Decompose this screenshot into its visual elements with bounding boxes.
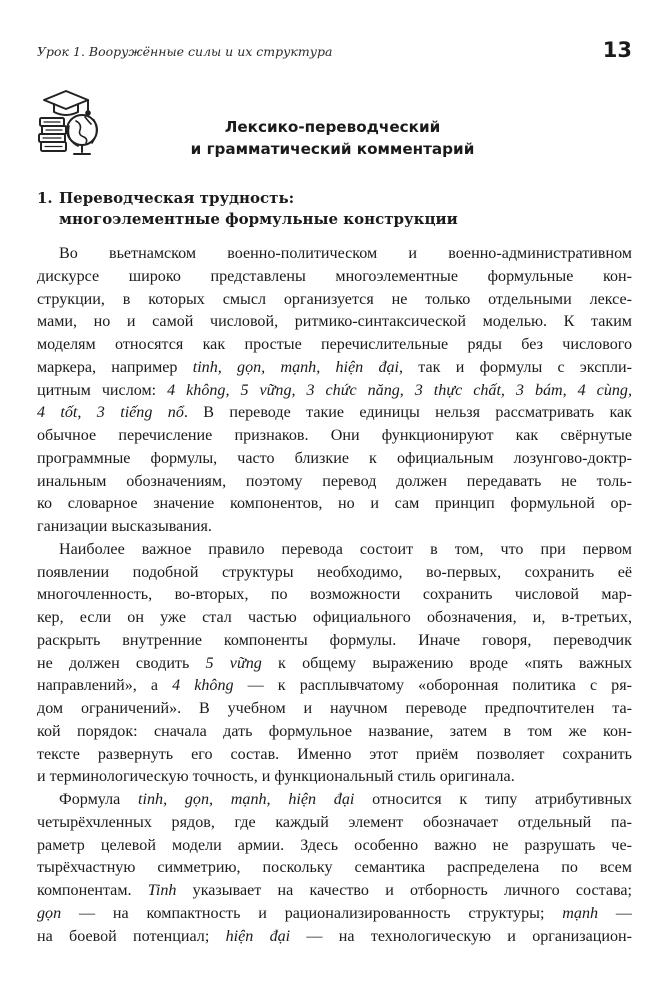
text-line: [37, 789, 632, 812]
text-run: Формула: [59, 791, 139, 808]
text-line: раметр целевой модели армии. Здесь особенно важно не разрушать че-: [37, 836, 632, 854]
text-run: . В переводе такие единицы нельзя рассматривать как: [183, 404, 632, 422]
text-line: [37, 653, 632, 676]
text-line: программные формулы, часто близкие к официальным лозунгово-доктр-: [37, 449, 632, 467]
text-line: кой порядок: сначала дать формульное название, затем в том же кон-: [37, 722, 632, 740]
text-line: инальным обозначениям, поэтому перевод должен передавать не толь-: [37, 472, 632, 490]
running-head: Урок 1. Вооружённые силы и их структура: [37, 44, 333, 59]
vietnamese-term: 4 không: [172, 677, 234, 695]
vietnamese-term: 4 không, 5 vững, 3 chức năng, 3 thực chất, 3 bám, 4 cùng,: [167, 381, 632, 399]
text-line: моделям относятся как простые перечислительные ряды без числового: [37, 336, 632, 353]
text-line: Во вьетнамском военно-политическом и военно-административном: [59, 245, 632, 262]
vietnamese-term: Tinh: [147, 882, 177, 899]
text-line: [37, 675, 632, 698]
text-line: появлении подобной структуры необходимо, во-первых, сохранить её: [37, 563, 632, 581]
subsection-heading: [37, 188, 632, 230]
text-line: тексте развернуть его состав. Именно этот приём позволяет сохранить: [37, 745, 632, 763]
text-run: указывает на качество и отборность личного состава;: [176, 882, 633, 899]
text-run: цитным числом:: [37, 381, 168, 399]
page-number: 13: [602, 38, 632, 62]
vietnamese-term: gọn: [37, 904, 62, 922]
subsection-title-line: многоэлементные формульные конструкции: [59, 210, 458, 228]
page-header: [37, 38, 632, 70]
text-run: —: [598, 904, 632, 922]
text-run: не должен сводить: [37, 654, 206, 672]
vietnamese-term: tinh, gọn, mạnh, hiện đại: [192, 358, 400, 376]
text-run: на боевой потенциал;: [37, 927, 226, 945]
text-line: [37, 357, 632, 380]
text-run: к общему выражению вроде «пять важных: [261, 654, 632, 672]
text-line: ганизации высказывания.: [37, 518, 212, 535]
text-line: раскрыть внутренние компоненты формулы. Иначе говоря, переводчик: [37, 631, 632, 649]
text-line: Наиболее важное правило перевода состоит в том, что при первом: [59, 540, 632, 558]
text-line: [37, 926, 632, 949]
subsection-number: 1.: [37, 189, 53, 207]
text-line: ко словарное значение компонентов, но и сам принцип формульной ор-: [37, 495, 632, 513]
text-run: относится к типу атрибутивных: [354, 791, 632, 808]
section-title-line: Лексико-переводческий: [224, 118, 441, 136]
section-title: [120, 116, 545, 160]
vietnamese-term: hiện đại: [225, 927, 291, 945]
text-line: [37, 380, 632, 403]
vietnamese-term: mạnh: [562, 904, 599, 922]
text-line: тырёхчастную симметрию, поскольку семантика распределена по всем: [37, 859, 632, 877]
text-line: [37, 903, 632, 926]
text-run: компонентам.: [37, 882, 148, 899]
graduation-cap-globe-books-icon: [36, 84, 102, 160]
text-line: четырёхчленных рядов, где каждый элемент обозначает отдельный па-: [37, 813, 632, 831]
vietnamese-term: 5 vững: [205, 654, 262, 672]
text-line: [37, 402, 632, 425]
text-run: — на компактность и рационализированность структуры;: [61, 904, 563, 922]
text-run: , так и формулы с экспли-: [399, 358, 632, 376]
text-line: [37, 880, 632, 903]
paragraph: [37, 243, 632, 539]
text-line: и терминологическую точность, и функциональный стиль оригинала.: [37, 768, 515, 786]
section-title-line: и грамматический комментарий: [190, 140, 475, 158]
text-run: маркера, например: [37, 358, 193, 376]
text-line: струкции, в которых смысл организуется не только отдельными лексе-: [37, 290, 632, 308]
paragraph: [37, 789, 632, 948]
subsection-title-line: Переводческая трудность:: [59, 189, 295, 207]
vietnamese-term: tinh, gọn, mạnh, hiện đại: [138, 791, 355, 808]
text-line: мами, но и самой числовой, ритмико-синтаксической моделью. К таким: [37, 313, 632, 331]
text-line: многочленность, во-вторых, по возможности сохранить числовой мар-: [37, 586, 632, 604]
body-text: [37, 243, 632, 948]
text-run: — к расплывчатому «оборонная политика с ря-: [233, 677, 632, 695]
text-run: направлений», а: [37, 677, 173, 695]
text-run: — на технологическую и организацион-: [290, 927, 632, 945]
text-line: кер, если он уже стал частью официального обозначения, и, в-третьих,: [37, 609, 632, 626]
text-line: обычное перечисление признаков. Они функционируют как свёрнутые: [37, 427, 632, 444]
text-line: дом ограничений». В учебном и научном переводе предпочтителен та-: [37, 700, 632, 717]
vietnamese-term: 4 tốt, 3 tiếng nổ: [37, 404, 184, 422]
text-line: дискурсе широко представлены многоэлементные формульные кон-: [37, 267, 632, 285]
paragraph: [37, 539, 632, 789]
